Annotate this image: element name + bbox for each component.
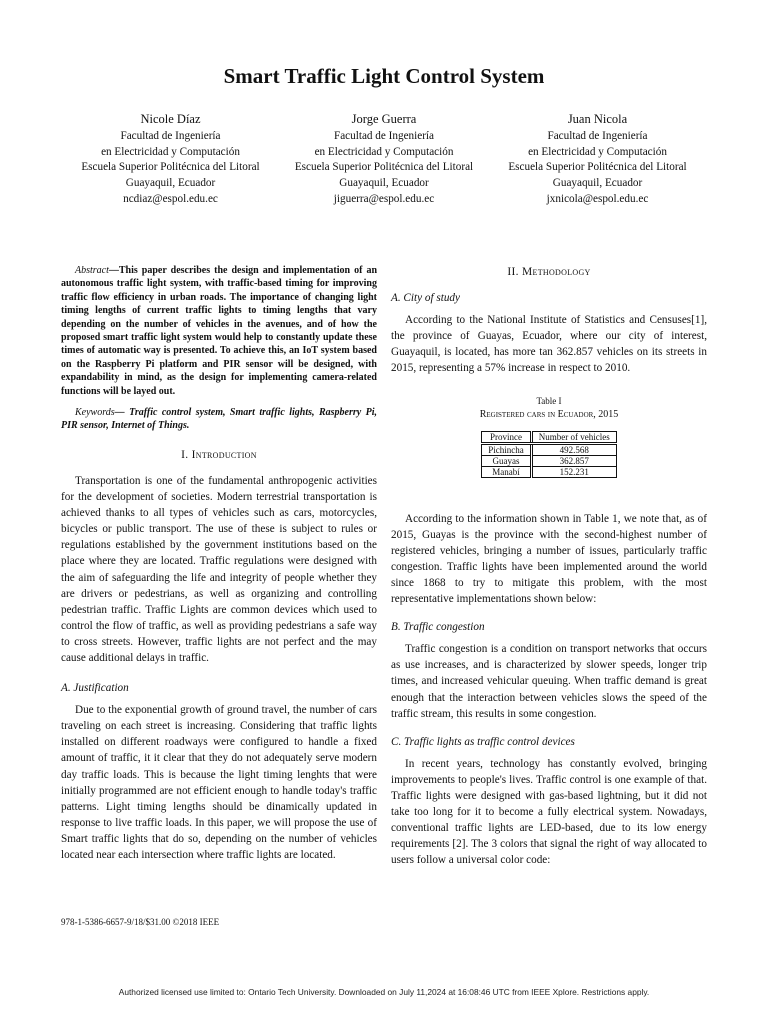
section-heading-introduction: I. Introduction: [181, 448, 257, 461]
author-name: Jorge Guerra: [351, 112, 417, 126]
table-cell: 362.857: [531, 455, 616, 466]
author-email[interactable]: jiguerra@espol.edu.ec: [333, 192, 435, 205]
justification-paragraph: Due to the exponential growth of ground travel, the number of cars traveling on each street is increasing. Considering that traffic lights installed on different roadways were configured to handle a fixed amount of traffic, it it clear that they do not adequately serve modern day traffic loads. This is because the light timing lenghts that were initially programmed are not efficient enough to handle today's traffic patterns. Light timing lengths should be dinamically updated in response to live traffic loads. In this paper, we will propose the use of Smart traffic lights that do so, depending on the number of vehicles located near each intersection where traffic lights are located.: [61, 704, 377, 862]
paper-title: Smart Traffic Light Control System: [223, 64, 545, 88]
author-affiliation: en Electricidad y Computación: [314, 145, 454, 158]
table-cell: Manabí: [482, 466, 532, 477]
subsection-heading-city: A. City of study: [391, 292, 460, 305]
table-cell: Pichincha: [482, 443, 532, 455]
city-paragraph: According to the National Institute of Statistics and Censuses[1], the province of Guayas, Ecuador, where our city of interest, Guayaquil, is located, has more tan 362.857 vehicles on its streets in 2015, representing a 57% increase in respect to 2010.: [391, 314, 707, 375]
author-name: Juan Nicola: [567, 112, 628, 126]
table-discussion-paragraph: According to the information shown in Table 1, we note that, as of 2015, Guayas is the province with the second-highest number of registered vehicles, bringing a number of issues, particularly traffic congestion. Traffic lights have been implemented around the world since 1868 to try to mitigate this problem, with the most representative implementations shown below:: [391, 512, 707, 606]
author-location: Guayaquil, Ecuador: [339, 177, 429, 190]
keywords: [61, 406, 377, 433]
author-affiliation: Facultad de Ingeniería: [547, 129, 648, 142]
author-email[interactable]: ncdiaz@espol.edu.ec: [123, 192, 218, 205]
subsection-heading-congestion: B. Traffic congestion: [391, 621, 485, 634]
table-row: [482, 455, 616, 466]
author-name: Nicole Díaz: [140, 112, 201, 126]
author-affiliation: en Electricidad y Computación: [101, 145, 240, 158]
table-row: [482, 443, 616, 455]
subsection-heading-devices: C. Traffic lights as traffic control devices: [391, 735, 575, 748]
table-title: Registered cars in Ecuador, 2015: [479, 408, 619, 420]
author-affiliation: Facultad de Ingeniería: [120, 129, 221, 142]
table-header-cell: Province: [482, 431, 532, 443]
congestion-paragraph: Traffic congestion is a condition on transport networks that occurs as use increases, and is characterized by slower speeds, longer trip times, and increased vehicular queuing. When traffic demand is great enough that the interaction between vehicles slows the speed of the traffic stream, this results in some congestion.: [391, 643, 707, 720]
vehicles-table: [481, 431, 616, 478]
left-column: [61, 264, 377, 863]
table-cell: 492.568: [531, 443, 616, 455]
table-label: Table I: [536, 395, 562, 406]
table-header-cell: Number of vehicles: [531, 431, 616, 443]
abstract-label: Abstract: [75, 265, 109, 276]
subsection-heading-justification: A. Justification: [61, 682, 129, 695]
table-header-row: [482, 431, 616, 443]
keywords-text: — Traffic control system, Smart traffic lights, Raspberry Pi, PIR sensor, Internet of Things.: [61, 407, 377, 432]
section-heading-methodology: II. Methodology: [507, 266, 591, 278]
right-column: [391, 264, 707, 868]
author-affiliation: Escuela Superior Politécnica del Litoral: [81, 161, 260, 174]
author-3: [491, 112, 704, 208]
table-cell: Guayas: [482, 455, 532, 466]
author-block: [64, 112, 704, 208]
abstract: [61, 264, 377, 398]
author-email[interactable]: jxnicola@espol.edu.ec: [546, 192, 649, 205]
author-location: Guayaquil, Ecuador: [125, 177, 216, 190]
intro-paragraph: Transportation is one of the fundamental anthropogenic activities for the development of societies. Modern terrestrial transportation is achieved thanks to all types of vehicles such as cars, motorcycles, bicycles or public transport. The use of these is subject to rules or regulations established by the government institutions based on the place where they are located. Traffic regulations were designed with the aim of safeguarding the life and integrity of people whether they are drivers or pedestrians, as well as organizing and controlling pedestrian traffic. Traffic Lights are common devices which used to control the flow of traffic, as well as providing pedestrians a safe way to cross streets. However, traffic lights are not perfect and the may cause additional delays in traffic.: [61, 474, 377, 664]
table-row: [482, 466, 616, 477]
author-2: [278, 112, 491, 208]
author-affiliation: Escuela Superior Politécnica del Litoral: [508, 161, 687, 174]
author-1: [64, 112, 277, 208]
abstract-text: —This paper describes the design and implementation of an autonomous traffic light system, with traffic-based timing for improving traffic flow efficiency in urban roads. The importance of changing light timing lengths of current traffic lights to timing lengths that vary depending on the number of vehicles in the avenues, and of how the proposed smart traffic light system would help to constantly update these times of automatic way is presented. To achieve this, an IoT system based on the Raspberry Pi platform and PIR sensor will be designed, with expandability in mind, as the design for implementing camera-related functions will be layed out.: [61, 265, 377, 397]
table-caption: [391, 395, 707, 421]
author-affiliation: Facultad de Ingeniería: [333, 129, 435, 142]
author-location: Guayaquil, Ecuador: [552, 177, 643, 190]
author-affiliation: en Electricidad y Computación: [528, 145, 667, 158]
license-footer: Authorized licensed use limited to: Ontario Tech University. Downloaded on July 11,2024 at 16:08:46 UTC from IEEE Xplore. Restrictions apply.: [118, 987, 650, 997]
keywords-label: Keywords: [75, 407, 115, 419]
copyright-notice: 978-1-5386-6657-9/18/$31.00 ©2018 IEEE: [61, 917, 220, 927]
author-affiliation: Escuela Superior Politécnica del Litoral: [294, 161, 474, 174]
devices-paragraph: In recent years, technology has constantly evolved, bringing improvements to people's lives. Traffic control is one example of that. Traffic lights were designed with gas-based lightning, but it did not take too long for it to become a fully electrical system. Nowadays, conventional traffic lights are LED-based, due to its low energy requirements [2]. The 3 colors that signal the right of way allocated to users follow a universal color code:: [391, 757, 707, 867]
table-cell: 152.231: [531, 466, 616, 477]
